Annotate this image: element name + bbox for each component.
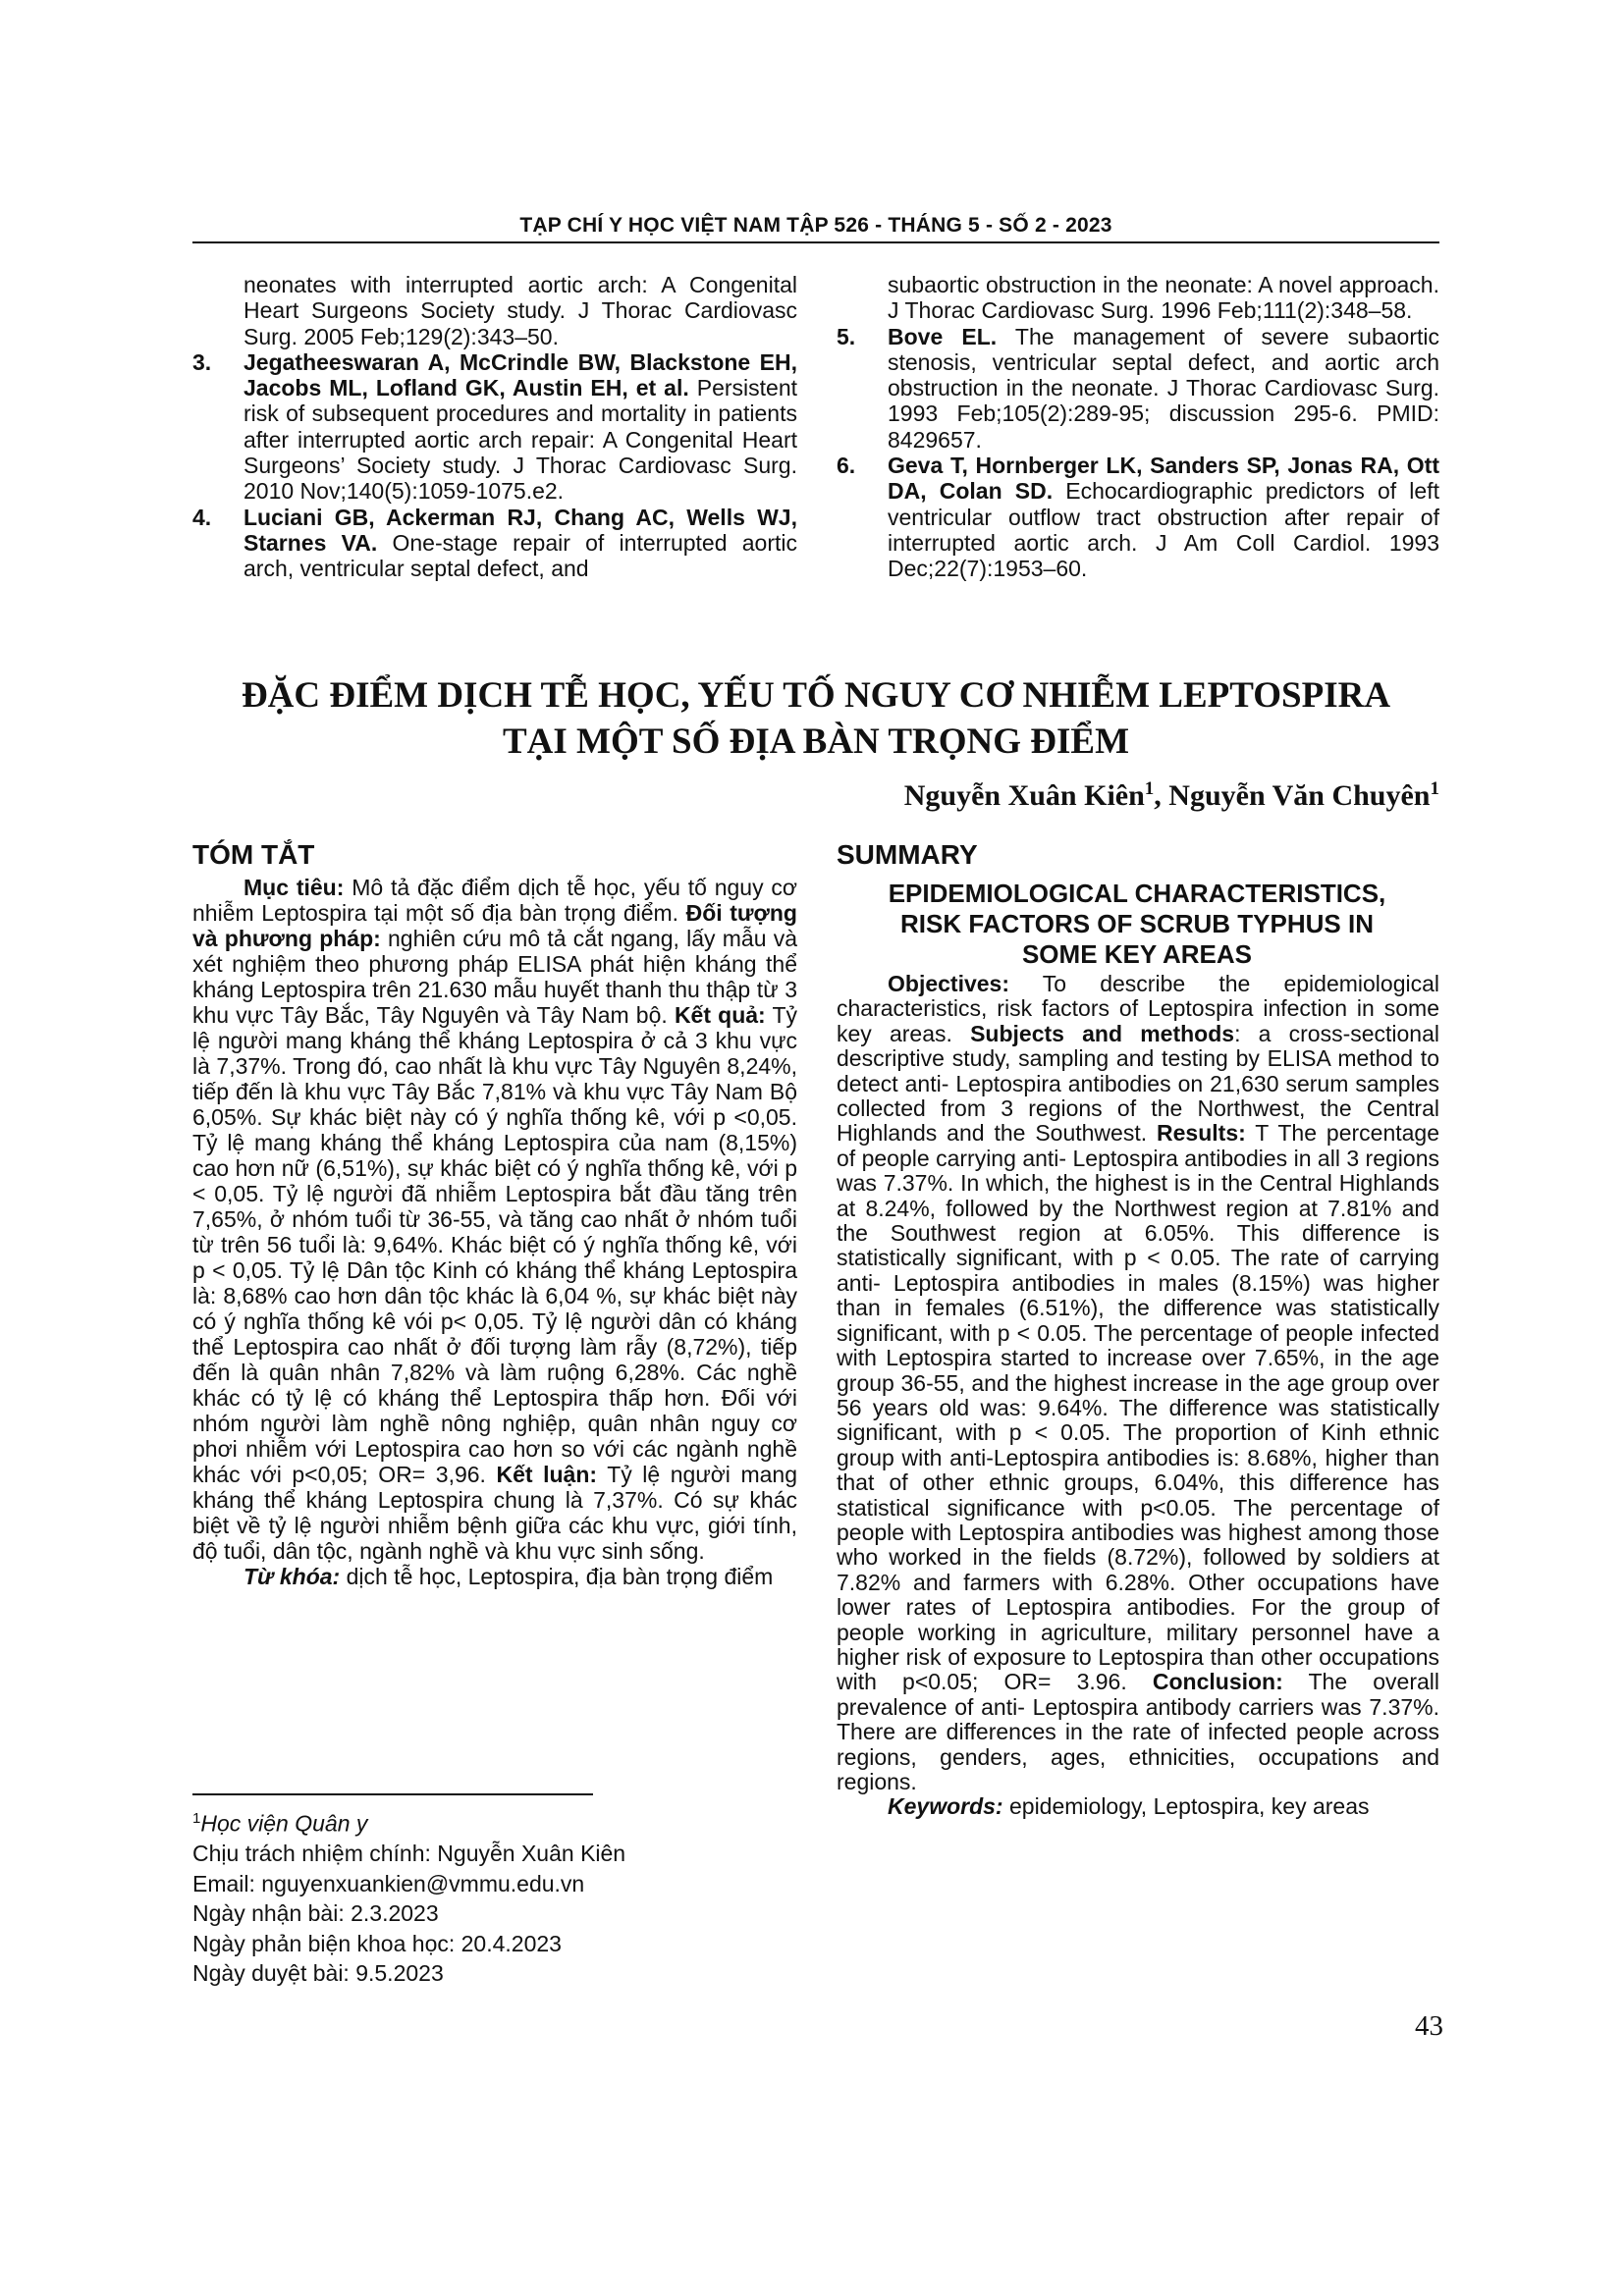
label-keywords: Từ khóa:: [244, 1564, 341, 1589]
footnote-reviewed: Ngày phản biện khoa học: 20.4.2023: [192, 1930, 562, 1956]
article-title: [192, 672, 1439, 765]
reference-4: [192, 505, 797, 582]
summary-title: EPIDEMIOLOGICAL CHARACTERISTICS, RISK FACTORS OF SCRUB TYPHUS IN SOME KEY AREAS: [888, 879, 1386, 969]
abstract-vi-body: [192, 875, 797, 1589]
label-methods: Đối tượng và phương pháp:: [192, 900, 797, 951]
author-name: Nguyễn Văn Chuyên: [1168, 779, 1431, 812]
reference-text: Persistent risk of subsequent procedures and mortality in patients after interrupted aortic arch repair: A Congenital Heart Surgeons’ Society study. J Thorac Cardiovasc Surg. 2010 Nov;140(5):1059-1075.e2.: [244, 375, 797, 505]
label-conclusion: Conclusion:: [1152, 1669, 1283, 1695]
summary-heading: SUMMARY: [837, 839, 978, 870]
authors: Nguyễn Xuân Kiên$^1$, Nguyễn Văn Chuyên$^1$: [903, 778, 1439, 812]
reference-authors: Geva T, Hornberger LK, Sanders SP, Jonas RA, Ott DA, Colan SD.: [888, 453, 1439, 505]
references-left-column: [192, 272, 797, 582]
keywords-en: Keywords: epidemiology, Leptospira, key areas: [888, 1793, 1370, 1820]
footnote-received: Ngày nhận bài: 2.3.2023: [192, 1900, 439, 1927]
footnote-email: Email: nguyenxuankien@vmmu.edu.vn: [192, 1870, 585, 1896]
footnote-affiliation: $^1$Học viện Quân y: [192, 1810, 368, 1837]
author-name: Nguyễn Xuân Kiên: [903, 779, 1145, 812]
label-results: Kết quả:: [674, 1002, 766, 1028]
label-results: Results:: [1157, 1120, 1246, 1147]
header-rule: [192, 241, 1439, 243]
reference-text: subaortic obstruction in the neonate: A novel approach. J Thorac Cardiovasc Surg. 1996 Feb;111(2):348–58.: [888, 272, 1439, 324]
footnote-accepted: Ngày duyệt bài: 9.5.2023: [192, 1960, 444, 1987]
reference-number: 4.: [192, 504, 212, 530]
reference-text: Echocardiographic predictors of left ventricular outflow tract obstruction after repair of interrupted aortic arch. J Am Coll Cardiol. 1993 Dec;22(7):1953–60.: [888, 478, 1439, 582]
affiliation-mark: 1: [1144, 778, 1155, 799]
reference-authors: Luciani GB, Ackerman RJ, Chang AC, Wells WJ, Starnes VA.: [244, 504, 797, 556]
reference-text: neonates with interrupted aortic arch: A Congenital Heart Surgeons Society study. J Thorac Cardiovasc Surg. 2005 Feb;129(2):343–50.: [244, 272, 797, 349]
label-objectives: Objectives:: [888, 971, 1009, 996]
references-right-column: [837, 272, 1439, 582]
footnote-responsible: Chịu trách nhiệm chính: Nguyễn Xuân Kiên: [192, 1841, 626, 1867]
article-title-line: ĐẶC ĐIỂM DỊCH TỄ HỌC, YẾU TỐ NGUY CƠ NHIỄM LEPTOSPIRA: [241, 675, 1391, 716]
reference-authors: Bove EL.: [888, 323, 998, 349]
reference-6: [837, 453, 1439, 581]
label-objective: Mục tiêu:: [244, 875, 345, 900]
reference-3: [192, 349, 797, 505]
reference-5: [837, 324, 1439, 453]
abstract-vi-heading: TÓM TẮT: [192, 839, 315, 870]
reference-text: One-stage repair of interrupted aortic arch, ventricular septal defect, and: [244, 529, 797, 582]
affiliation-mark: 1: [1430, 778, 1439, 799]
reference-number: 3.: [192, 348, 212, 375]
summary-paragraph: Objectives: To describe the epidemiological characteristics, risk factors of Leptospira infection in some key areas. Subjects and methods: a cross-sectional descriptive study, sampling and testing by ELISA method to detect anti- Leptospira antibodies on 21,630 serum samples collected from 3 regions of the Northwest, the Central Highlands and the Southwest. Results: T The percentage of people carrying anti- Leptospira antibodies in all 3 regions was 7.37%. In which, the highest is in the Central Highlands at 8.24%, followed by the Northwest region at 7.81% and the Southwest region at 6.05%. This difference is statistically significant, with p < 0.05. The rate of carrying anti- Leptospira antibodies in males (8.15%) was higher than in females (6.51%), the difference was statistically significant, with p < 0.05. The percentage of people infected with Leptospira started to increase over 7.65%, in the age group 36-55, and the highest increase in the age group over 56 years old was: 9.64%. The difference was statistically significant, with p < 0.05. The proportion of Kinh ethnic group with anti-Leptospira antibodies is: 8.68%, higher than that of other ethnic groups, 6.04%, this difference has statistical significance with p<0.05. The percentage of people with Leptospira antibodies was highest among those who worked in the fields (8.72%), followed by soldiers at 7.82% and farmers with 6.28%. Other occupations have lower rates of Leptospira antibodies. For the group of people working in agriculture, military personnel have a higher risk of exposure to Leptospira than other occupations with p<0.05; OR= 3.96. Conclusion: The overall prevalence of anti- Leptospira antibody carriers was 7.37%. There are differences in the rate of infected people across regions, genders, ages, ethnicities, occupations and regions.: [837, 971, 1440, 1794]
article-title-line: TẠI MỘT SỐ ĐỊA BÀN TRỌNG ĐIỂM: [502, 721, 1129, 762]
reference-text: The management of severe subaortic stenosis, ventricular septal defect, and aortic arch obstruction in the neonate. J Thorac Cardiovasc Surg. 1993 Feb;105(2):289-95; discussion 295-6. PMID: 8429657.: [888, 323, 1439, 453]
summary-body: [837, 972, 1439, 1820]
keywords-vi: Từ khóa: dịch tễ học, Leptospira, địa bàn trọng điểm: [244, 1564, 774, 1589]
reference-number: 6.: [837, 453, 856, 479]
footnotes: [192, 1804, 801, 1989]
reference-number: 5.: [837, 323, 856, 349]
label-conclusion: Kết luận:: [496, 1462, 598, 1487]
page-number: 43: [1415, 2010, 1443, 2042]
abstract-vi-paragraph: Mục tiêu: Mô tả đặc điểm dịch tễ học, yếu tố nguy cơ nhiễm Leptospira tại một số địa bàn trọng điểm. Đối tượng và phương pháp: nghiên cứu mô tả cắt ngang, lấy mẫu và xét nghiệm theo phương pháp ELISA phát hiện kháng thể kháng Leptospira trên 21.630 mẫu huyết thanh thu thập từ 3 khu vực Tây Bắc, Tây Nguyên và Tây Nam bộ. Kết quả: Tỷ lệ người mang kháng thể kháng Leptospira ở cả 3 khu vực là 7,37%. Trong đó, cao nhất là khu vực Tây Nguyên 8,24%, tiếp đến là khu vực Tây Bắc 7,81% và khu vực Tây Nam Bộ 6,05%. Sự khác biệt này có ý nghĩa thống kê, với p <0,05. Tỷ lệ mang kháng thể kháng Leptospira của nam (8,15%) cao hơn nữ (6,51%), sự khác biệt có ý nghĩa thống kê, với p < 0,05. Tỷ lệ người đã nhiễm Leptospira bắt đầu tăng trên 7,65%, ở nhóm tuổi từ 36-55, và tăng cao nhất ở nhóm tuổi từ trên 56 tuổi là: 9,64%. Khác biệt có ý nghĩa thống kê, với p < 0,05. Tỷ lệ Dân tộc Kinh có kháng thể kháng Leptospira là: 8,68% cao hơn dân tộc khác là 6,04 %, sự khác biệt này có ý nghĩa thống kê vói p< 0,05. Tỷ lệ người dân có kháng thể Leptospira cao nhất ở đối tượng làm rẫy (8,72%), tiếp đến là quân nhân 7,82% và làm ruộng 6,28%. Các nghề khác có tỷ lệ có kháng thể Leptospira thấp hơn. Đối với nhóm người làm nghề nông nghiệp, quân nhân nguy cơ phơi nhiễm với Leptospira cao hơn so với các ngành nghề khác với p<0,05; OR= 3,96. Kết luận: Tỷ lệ người mang kháng thể kháng Leptospira chung là 7,37%. Có sự khác biệt về tỷ lệ người nhiễm bệnh giữa các khu vực, giới tính, độ tuổi, dân tộc, ngành nghề và khu vực sinh sống.: [192, 875, 798, 1564]
label-keywords: Keywords:: [888, 1793, 1003, 1820]
reference-authors: Jegatheeswaran A, McCrindle BW, Blackstone EH, Jacobs ML, Lofland GK, Austin EH, et al.: [244, 348, 797, 401]
journal-header: TẠP CHÍ Y HỌC VIỆT NAM TẬP 526 - THÁNG 5 - SỐ 2 - 2023: [519, 214, 1112, 237]
footnote-rule: [192, 1793, 593, 1795]
label-methods: Subjects and methods: [970, 1020, 1235, 1046]
reference-continued-right: [837, 272, 1439, 324]
reference-continued-left: [192, 272, 797, 349]
